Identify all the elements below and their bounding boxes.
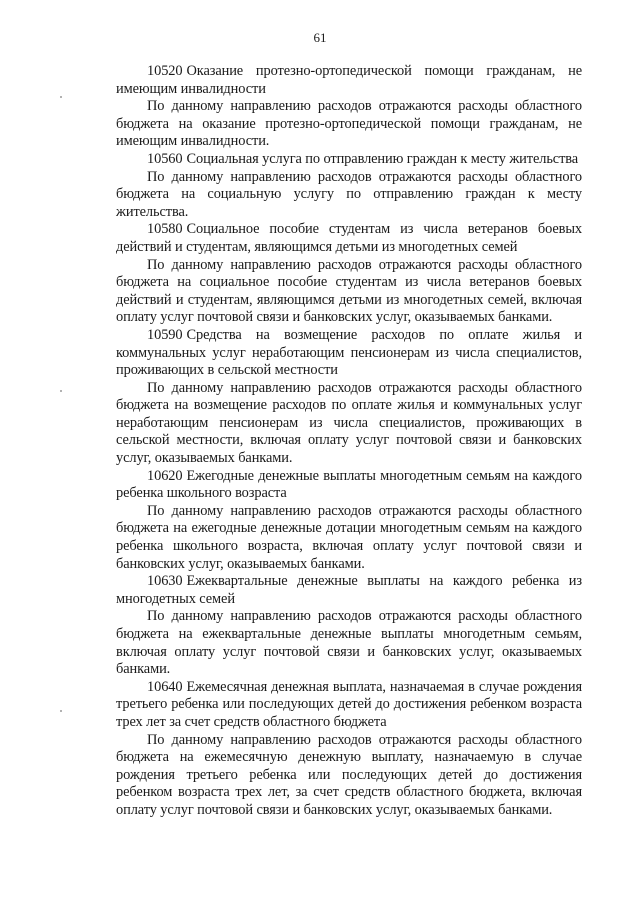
section-code: 10580 (147, 221, 183, 238)
section-description: По данному направлению расходов отражаются расходы областного бюджета на оказание протезно-ортопедической помощи гражданам, не имеющим инвалидности. (116, 98, 582, 150)
section-title: Ежегодные денежные выплаты многодетным семьям на каждого ребенка школьного возраста (116, 467, 582, 502)
document-body (116, 63, 582, 820)
section-code: 10590 (147, 326, 183, 343)
section-title: Средства на возмещение расходов по оплате жилья и коммунальных услуг неработающим пенсионерам из числа специалистов, проживающих в сельской местности (116, 326, 582, 379)
section-heading (116, 151, 582, 169)
margin-mark (60, 96, 62, 98)
page-number: 61 (313, 30, 327, 45)
section-heading (116, 63, 582, 98)
section-description: По данному направлению расходов отражаются расходы областного бюджета на социальную услугу по отправлению граждан к месту жительства. (116, 168, 582, 220)
section-code: 10620 (147, 467, 183, 484)
margin-mark (60, 710, 62, 712)
section-code: 10560 (147, 150, 183, 167)
section-title: Социальная услуга по отправлению граждан к месту жительства (186, 150, 579, 167)
section-code: 10640 (147, 678, 183, 695)
section-heading (116, 327, 582, 380)
section-heading (116, 468, 582, 503)
section-title: Ежеквартальные денежные выплаты на каждого ребенка из многодетных семей (116, 573, 582, 607)
section-heading (116, 573, 582, 608)
section-heading (116, 221, 582, 256)
section-title: Ежемесячная денежная выплата, назначаемая в случае рождения третьего ребенка или последующих детей до достижения ребенком возраста трех лет за счет средств областного бюджета (116, 678, 582, 730)
section-description: По данному направлению расходов отражаются расходы областного бюджета на социальное пособие студентам из числа ветеранов боевых действий и студентам, являющимся детьми из многодетных семей, включая оплату услуг почтовой связи и банковских услуг, оказываемых банками. (116, 256, 582, 326)
section-code: 10630 (147, 573, 183, 590)
section-description: По данному направлению расходов отражаются расходы областного бюджета на возмещение расходов по оплате жилья и коммунальных услуг неработающим пенсионерам из числа специалистов, проживающих в сельской местности, включая оплату услуг почтовой связи и банковских услуг, оказываемых банками. (116, 379, 582, 467)
section-description: По данному направлению расходов отражаются расходы областного бюджета на ежеквартальные денежные выплаты многодетным семьям, включая оплату услуг почтовой связи и банковских услуг, оказываемых банками. (116, 608, 582, 678)
section-description: По данному направлению расходов отражаются расходы областного бюджета на ежемесячную денежную выплату, назначаемую в случае рождения третьего ребенка или последующих детей до достижения ребенком возраста трех лет, за счет средств областного бюджета, включая оплату услуг почтовой связи и банковских услуг, оказываемых банками. (116, 731, 582, 818)
section-title: Оказание протезно-ортопедической помощи гражданам, не имеющим инвалидности (116, 63, 582, 97)
section-code: 10520 (147, 63, 183, 79)
section-title: Социальное пособие студентам из числа ветеранов боевых действий и студентам, являющимся детьми из многодетных семей (116, 221, 582, 255)
section-heading (116, 679, 582, 732)
section-description: По данному направлению расходов отражаются расходы областного бюджета на ежегодные денежные дотации многодетным семьям на каждого ребенка школьного возраста, включая оплату услуг почтовой связи и банковских услуг, оказываемых банками. (116, 502, 582, 572)
margin-mark (60, 390, 62, 392)
